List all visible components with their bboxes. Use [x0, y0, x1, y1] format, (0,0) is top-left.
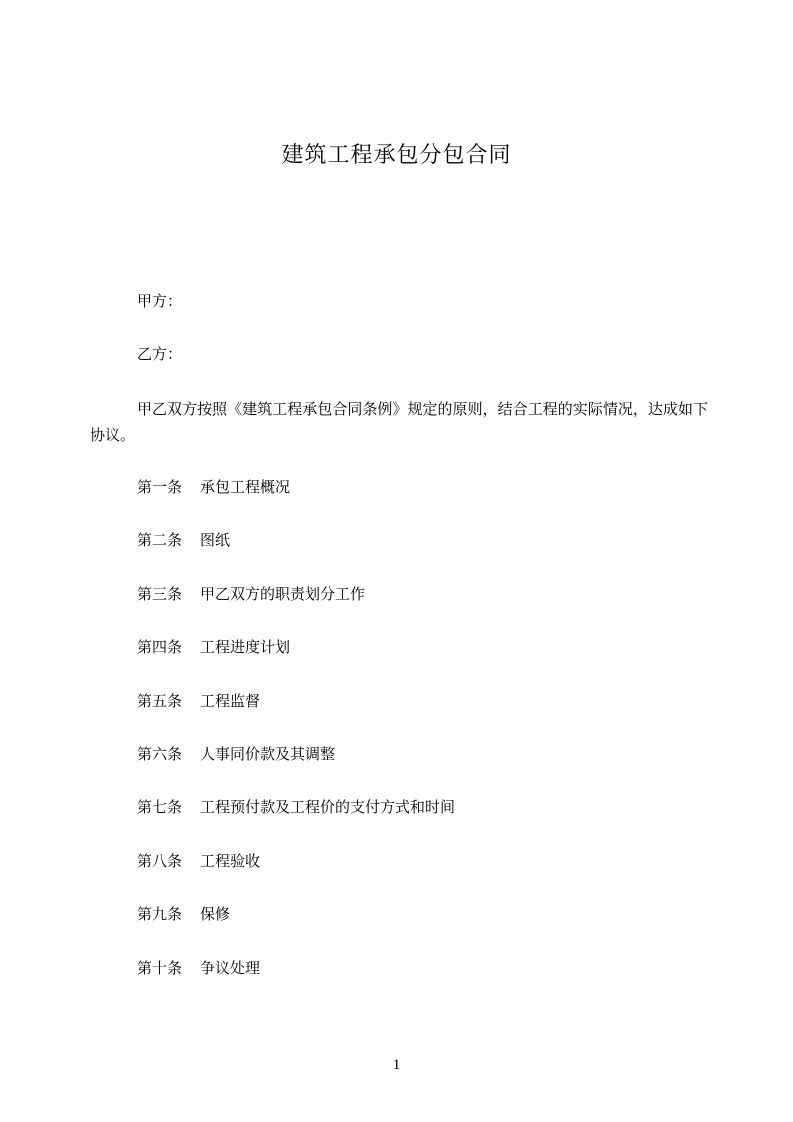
document-title: 建筑工程承包分包合同 [281, 143, 512, 168]
article-number: 第六条 [137, 744, 183, 763]
page-number: 1 [392, 1057, 401, 1073]
article-title: 保修 [200, 905, 231, 924]
article-number: 第五条 [137, 691, 183, 710]
article-item [137, 476, 455, 529]
article-number: 第八条 [137, 851, 183, 870]
article-number: 第十条 [137, 958, 183, 977]
article-item [137, 850, 455, 903]
article-item [137, 636, 455, 689]
article-item [137, 743, 455, 796]
article-title: 承包工程概况 [200, 478, 291, 496]
article-item [137, 529, 455, 582]
article-title: 工程验收 [200, 851, 261, 870]
article-number: 第四条 [137, 638, 183, 657]
article-title: 图纸 [200, 531, 231, 550]
article-title: 甲乙双方的职责划分工作 [200, 584, 366, 603]
article-item [137, 583, 455, 636]
article-title: 工程预付款及工程价的支付方式和时间 [200, 798, 456, 817]
article-number: 第二条 [137, 531, 183, 550]
article-item [137, 690, 455, 743]
intro-paragraph: 甲乙双方按照《建筑工程承包合同条例》规定的原则，结合工程的实际情况，达成如下协议。 [90, 400, 708, 444]
article-item [137, 903, 455, 956]
article-title: 工程监督 [200, 691, 261, 710]
article-number: 第九条 [137, 905, 183, 924]
article-title: 工程进度计划 [200, 638, 291, 657]
article-item [137, 796, 455, 849]
party-b-label: 乙方： [137, 345, 183, 363]
article-item [137, 957, 455, 1010]
party-a-label: 甲方： [137, 292, 183, 310]
article-title: 人事同价款及其调整 [200, 744, 336, 763]
article-number: 第三条 [137, 584, 183, 603]
article-number: 第七条 [137, 798, 183, 817]
article-title: 争议处理 [200, 958, 261, 977]
article-list [137, 476, 455, 1010]
article-number: 第一条 [137, 478, 183, 496]
